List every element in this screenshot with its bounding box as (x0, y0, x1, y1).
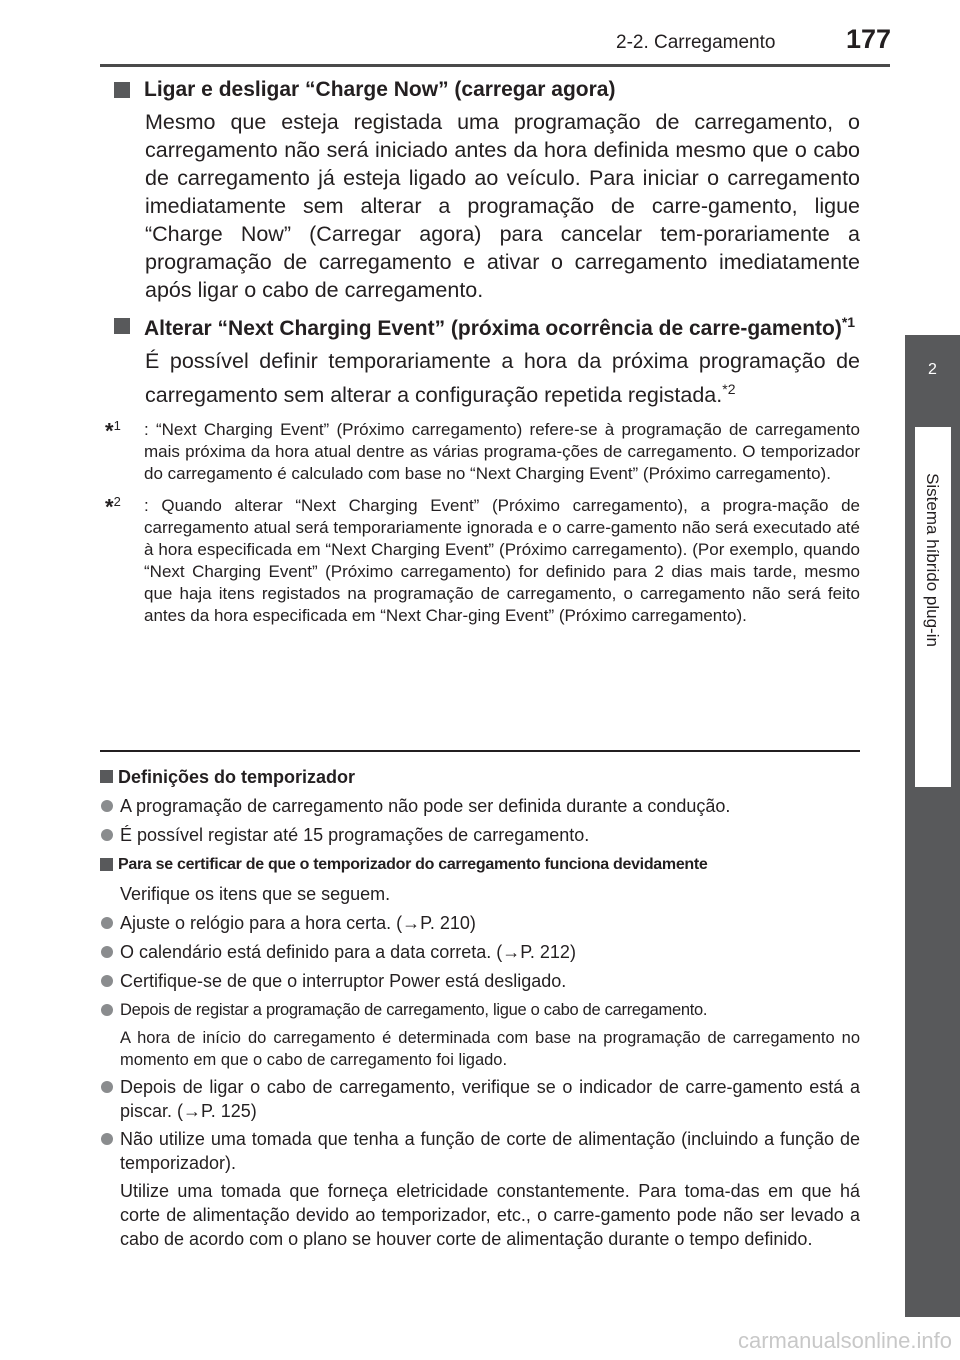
footnote: *$^2$ : Quando alterar “Next Charging Event” (Próximo carregamento), a progra-mação de carregamento atual será temporariamente ignorada e o carre-gamento não será executado até à hora especificada em “Next Charging Event” (Próximo carregamento). (Por exemplo, quando “Next Charging Event” (Próximo carregamento) for definido para 2 dias mais tarde, mesmo que haja itens registados na programação de carregamento, o carregamento não será feito antes da hora especificada em “Next Char-ging Event” (Próximo carregamento). (105, 494, 860, 626)
section-heading (100, 78, 860, 102)
list-item: Certifique-se de que o interruptor Power está desligado. (100, 969, 860, 994)
chapter-title: Sistema híbrido plug-in (923, 473, 942, 647)
dot-bullet-icon (101, 1081, 113, 1093)
info-heading: Definições do temporizador (100, 764, 860, 790)
info-intro: Verifique os itens que se seguem. (120, 884, 391, 904)
footnote: *$^1$ : “Next Charging Event” (Próximo carregamento) refere-se à programação de carregamento mais próxima da hora atual dentre as várias programa-ções de carregamento. O temporizador do carregamento é calculado com base no “Next Charging Event” (Próximo carregamento). (105, 418, 860, 484)
list-item: É possível registar até 15 programações de carregamento. (100, 823, 860, 848)
dot-bullet-icon (101, 975, 113, 987)
page-number: 177 (846, 24, 892, 54)
section-body: Mesmo que esteja registada uma programação de carregamento, o carregamento não será iniciado antes da hora definida mesmo que o cabo de carregamento já esteja ligado ao veículo. Para iniciar o carregamento imediatamente sem alterar a programação de carre-gamento, ligue “Charge Now” (Carregar agora) para cancelar tem-porariamente a programação de carregamento e ativar o carregamento imediatamente após ligar o cabo de carregamento. (145, 110, 860, 302)
dot-bullet-icon (101, 800, 113, 812)
list-item: O calendário está definido para a data correta. (→P. 212) (100, 940, 860, 965)
list-item: Ajuste o relógio para a hora certa. (→P. 210) (100, 911, 860, 936)
list-item-detail: Utilize uma tomada que forneça eletricidade constantemente. Para toma-das em que há corte de alimentação devido ao temporizador, etc., o carre-gamento pode não ser levado a cabo de acordo com o plano se houver corte de alimentação durante o tempo definido. (120, 1181, 860, 1249)
watermark: carmanualsonline.info (737, 1328, 952, 1353)
section-title: Ligar e desligar “Charge Now” (carregar agora) (144, 78, 616, 101)
main-content (100, 78, 860, 627)
footnote-text: : “Next Charging Event” (Próximo carregamento) refere-se à programação de carregamento mais próxima da hora atual dentre as várias programa-ções de carregamento. O temporizador do carregamento é calculado com base no “Next Charging Event” (Próximo carregamento). (144, 420, 860, 484)
list-item: Depois de registar a programação de carregamento, ligue o cabo de carregamento. (100, 998, 860, 1023)
section-divider (100, 750, 860, 752)
section-body: É possível definir temporariamente a hora da próxima programação de carregamento sem alterar a configuração repetida registada.$^{*2}$ (145, 349, 860, 408)
footnote-ref: *2 (722, 381, 736, 397)
list-item: Depois de ligar o cabo de carregamento, verifique se o indicador de carre-gamento está a piscar. (→P. 125) (100, 1075, 860, 1123)
section-header: 2-2. Carregamento (616, 32, 776, 53)
list-item: Não utilize uma tomada que tenha a função de corte de alimentação (incluindo a função de temporizador). (100, 1127, 860, 1175)
section-heading (100, 314, 860, 341)
dot-bullet-icon (101, 917, 113, 929)
section-title: Alterar “Next Charging Event” (próxima ocorrência de carre-gamento) (144, 317, 842, 340)
list-item-detail: A hora de início do carregamento é determinada com base na programação de carregamento no momento em que o cabo de carregamento foi ligado. (120, 1029, 860, 1069)
info-heading: Para se certificar de que o temporizador do carregamento funciona devidamente (100, 852, 860, 878)
dot-bullet-icon (101, 1004, 113, 1016)
list-item: A programação de carregamento não pode ser definida durante a condução. (100, 794, 860, 819)
footnote-ref: *1 (841, 314, 856, 330)
dot-bullet-icon (101, 946, 113, 958)
square-bullet-icon (114, 82, 130, 98)
footnote-text: : Quando alterar “Next Charging Event” (Próximo carregamento), a progra-mação de carregamento atual será temporariamente ignorada e o carre-gamento não será executado até à hora especificada em “Next Charging Event” (Próximo carregamento). (Por exemplo, quando “Next Charging Event” (Próximo carregamento) for definido para 2 dias mais tarde, mesmo que haja itens registados na programação de carregamento, o carregamento não será feito antes da hora especificada em “Next Char-ging Event” (Próximo carregamento). (144, 496, 860, 626)
dot-bullet-icon (101, 1133, 113, 1145)
info-section (100, 764, 860, 1251)
square-bullet-icon (114, 318, 130, 334)
square-bullet-icon (100, 770, 113, 783)
chapter-tab: 2 (905, 335, 960, 417)
dot-bullet-icon (101, 829, 113, 841)
header-rule (100, 64, 890, 67)
square-bullet-icon (100, 858, 113, 871)
